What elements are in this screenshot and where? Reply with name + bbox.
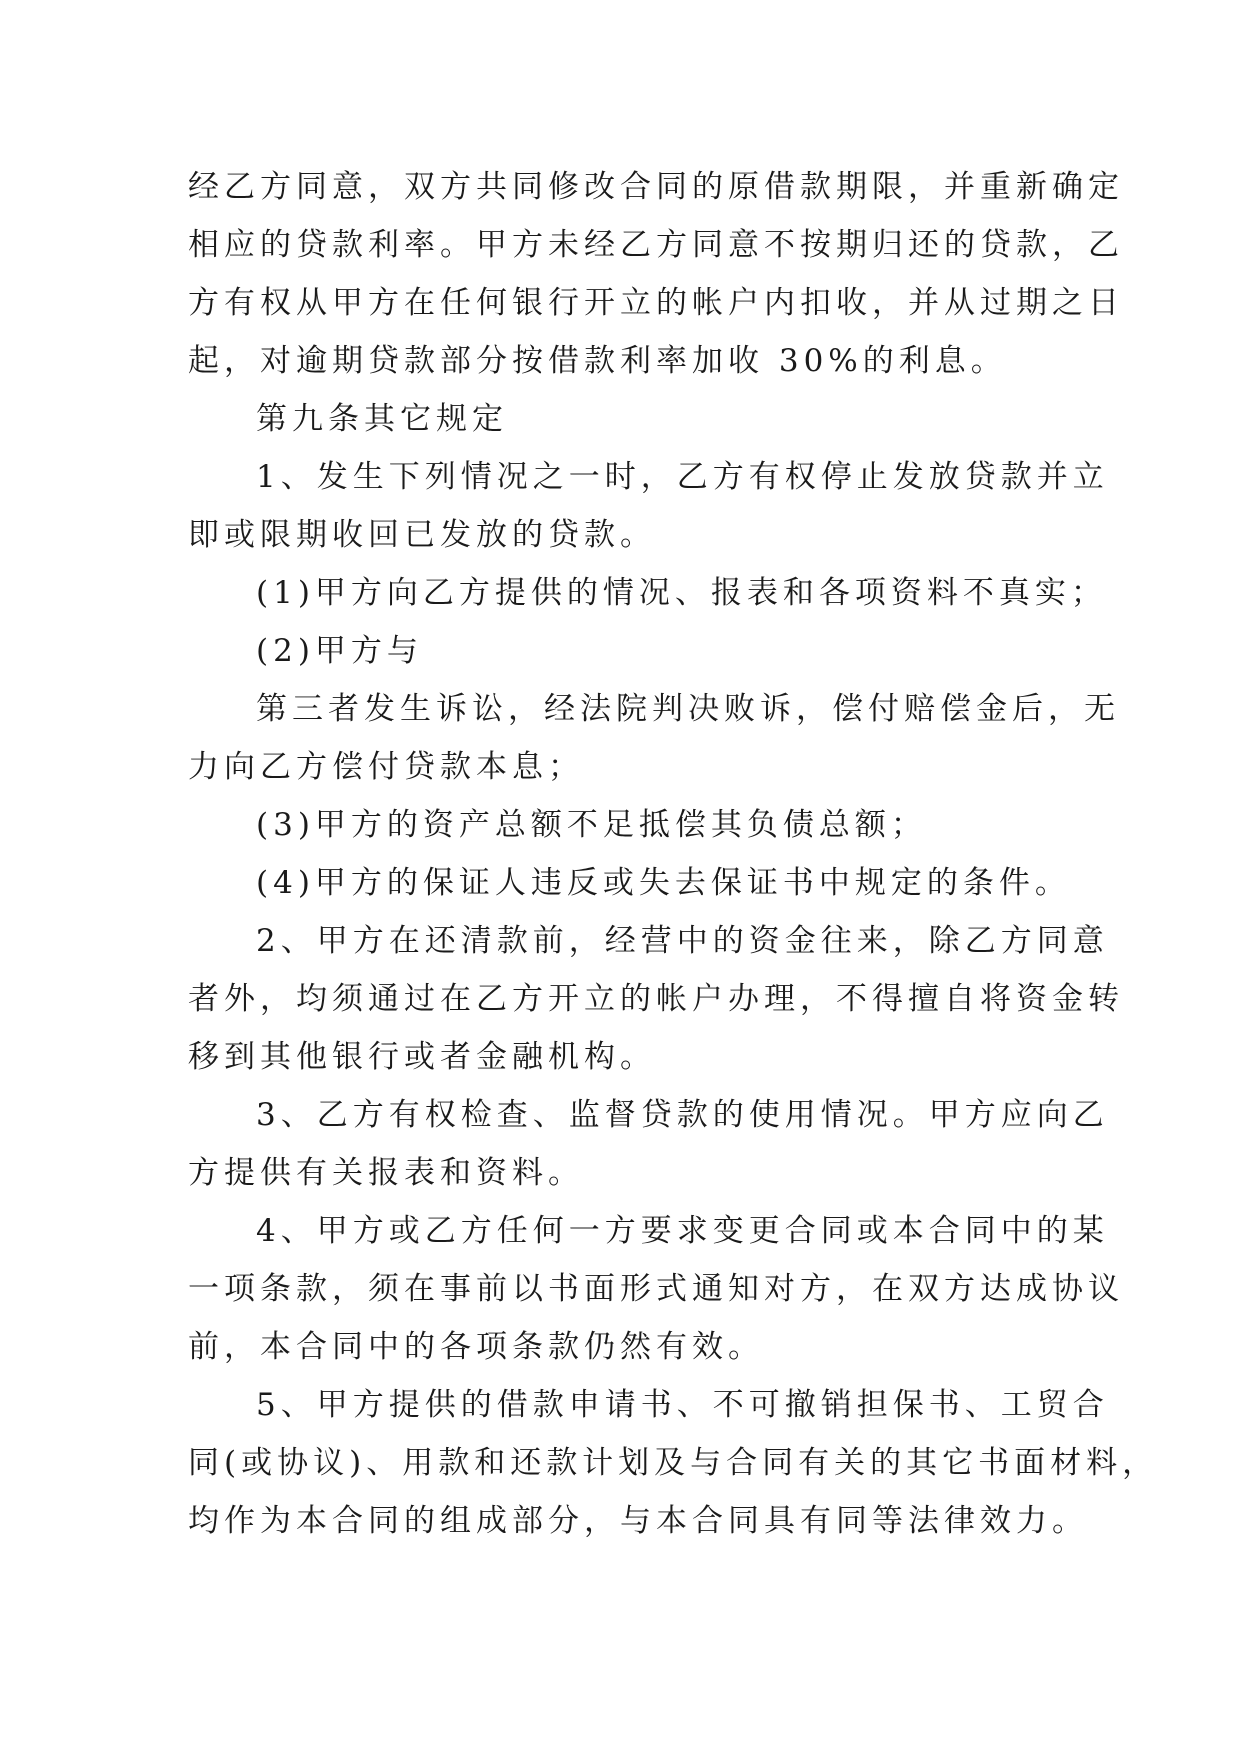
text-line: 方提供有关报表和资料。 bbox=[188, 1155, 584, 1191]
text-line: 方有权从甲方在任何银行开立的帐户内扣收，并从过期之日 bbox=[188, 285, 1124, 321]
text-line: 前，本合同中的各项条款仍然有效。 bbox=[188, 1329, 764, 1365]
text-line: (2)甲方与 bbox=[256, 633, 423, 669]
text-line: 4、甲方或乙方任何一方要求变更合同或本合同中的某 bbox=[256, 1213, 1109, 1249]
text-line: 均作为本合同的组成部分，与本合同具有同等法律效力。 bbox=[188, 1503, 1088, 1539]
text-line: 同(或协议)、用款和还款计划及与合同有关的其它书面材料， bbox=[188, 1445, 1159, 1481]
text-line: 3、乙方有权检查、监督贷款的使用情况。甲方应向乙 bbox=[256, 1097, 1109, 1133]
text-line: 第三者发生诉讼，经法院判决败诉，偿付赔偿金后，无 bbox=[256, 691, 1120, 727]
document-body bbox=[188, 158, 1159, 1550]
text-line: 起，对逾期贷款部分按借款利率加收 30%的利息。 bbox=[188, 343, 1007, 379]
section-heading: 第九条其它规定 bbox=[256, 401, 508, 437]
text-line: 1、发生下列情况之一时，乙方有权停止发放贷款并立 bbox=[256, 459, 1109, 495]
text-line: (1)甲方向乙方提供的情况、报表和各项资料不真实； bbox=[256, 575, 1107, 611]
text-line: 力向乙方偿付贷款本息； bbox=[188, 749, 584, 785]
text-line: 2、甲方在还清款前，经营中的资金往来，除乙方同意 bbox=[256, 923, 1109, 959]
text-line: 相应的贷款利率。甲方未经乙方同意不按期归还的贷款，乙 bbox=[188, 227, 1124, 263]
text-line: 一项条款，须在事前以书面形式通知对方，在双方达成协议 bbox=[188, 1271, 1124, 1307]
text-line: (3)甲方的资产总额不足抵偿其负债总额； bbox=[256, 807, 927, 843]
text-line: 者外，均须通过在乙方开立的帐户办理，不得擅自将资金转 bbox=[188, 981, 1124, 1017]
text-line: (4)甲方的保证人违反或失去保证书中规定的条件。 bbox=[256, 865, 1071, 901]
text-line: 5、甲方提供的借款申请书、不可撤销担保书、工贸合 bbox=[256, 1387, 1109, 1423]
text-line: 即或限期收回已发放的贷款。 bbox=[188, 517, 656, 553]
text-line: 移到其他银行或者金融机构。 bbox=[188, 1039, 656, 1075]
text-line: 经乙方同意，双方共同修改合同的原借款期限，并重新确定 bbox=[188, 169, 1124, 205]
